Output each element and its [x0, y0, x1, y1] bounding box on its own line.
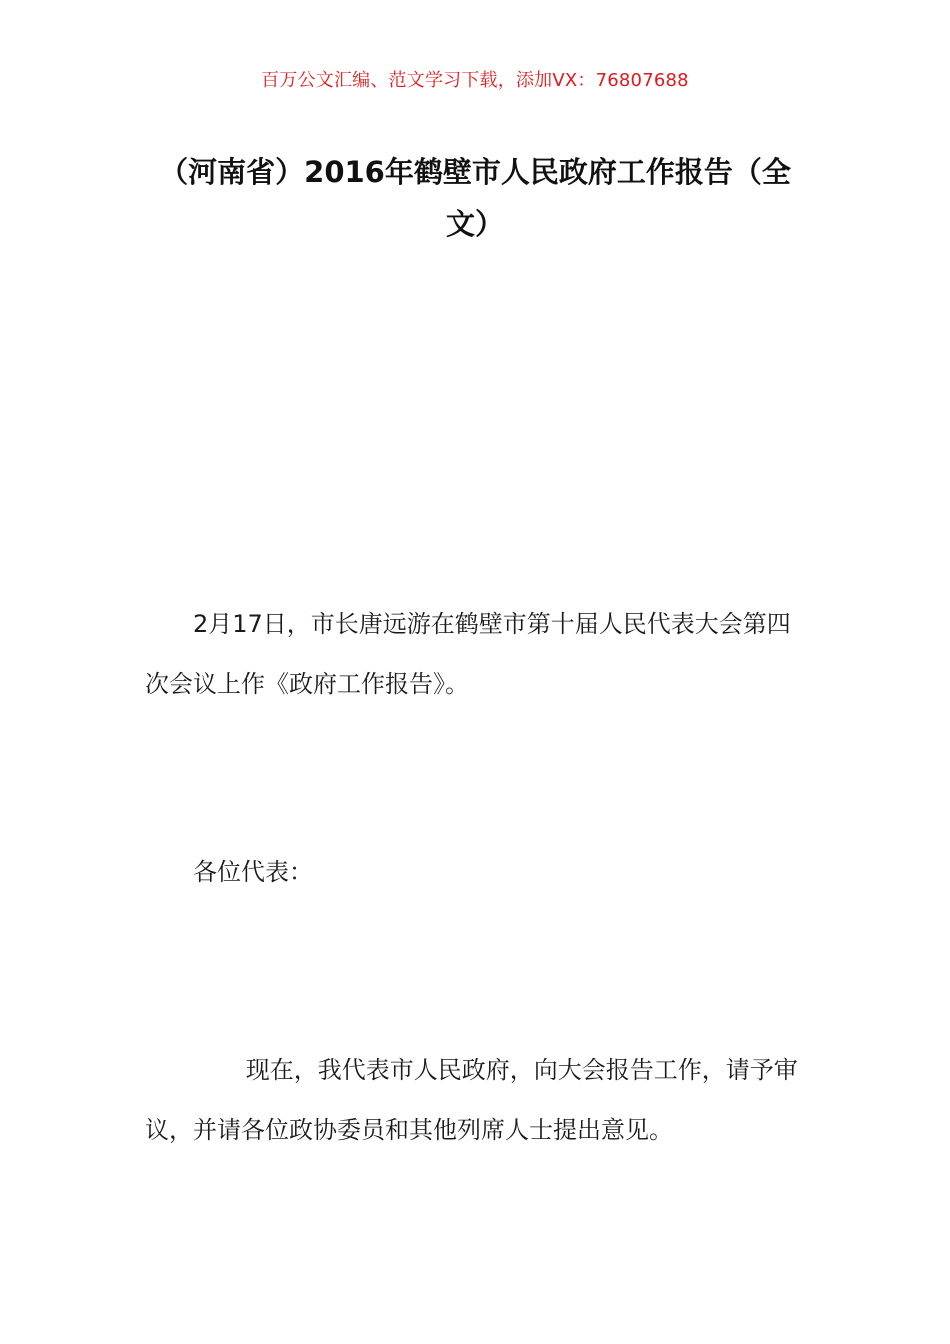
paragraph-report-opening: 现在，我代表市人民政府，向大会报告工作，请予审议，并请各位政协委员和其他列席人士提出意见。: [145, 1056, 798, 1144]
document-title: （河南省）2016年鹤壁市人民政府工作报告（全文）: [159, 155, 791, 241]
paragraph-meeting-intro: 2月17日，市长唐远游在鹤壁市第十届人民代表大会第四次会议上作《政府工作报告》。: [145, 610, 791, 698]
paragraph-salutation: 各位代表：: [193, 858, 313, 886]
watermark-header-note: 百万公文汇编、范文学习下载，添加VX：76807688: [261, 70, 689, 91]
